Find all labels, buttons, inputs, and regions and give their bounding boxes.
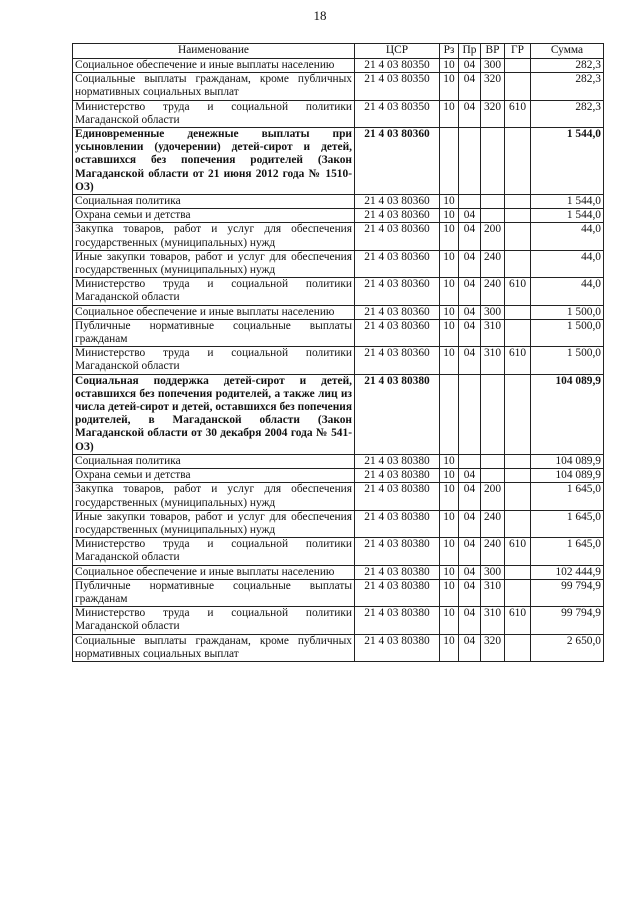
cell-gr: 610 [505, 347, 531, 374]
cell-gr: 610 [505, 278, 531, 305]
cell-name: Социальная политика [73, 454, 355, 468]
cell-name: Социальное обеспечение и иные выплаты населению [73, 565, 355, 579]
cell-name: Закупка товаров, работ и услуг для обеспечения государственных (муниципальных) нужд [73, 223, 355, 250]
cell-gr [505, 250, 531, 277]
cell-gr [505, 565, 531, 579]
cell-rz: 10 [440, 250, 459, 277]
cell-rz: 10 [440, 538, 459, 565]
cell-sum: 1 500,0 [531, 305, 604, 319]
cell-pr: 04 [459, 607, 481, 634]
cell-gr: 610 [505, 100, 531, 127]
cell-sum: 2 650,0 [531, 634, 604, 661]
cell-gr [505, 128, 531, 195]
cell-pr [459, 195, 481, 209]
table-row [73, 634, 604, 661]
cell-gr [505, 634, 531, 661]
cell-vr: 310 [481, 607, 505, 634]
cell-vr: 320 [481, 634, 505, 661]
cell-sum: 1 544,0 [531, 209, 604, 223]
cell-csr: 21 4 03 80380 [355, 483, 440, 510]
cell-vr: 300 [481, 59, 505, 73]
header-vr: ВР [481, 44, 505, 59]
cell-name: Министерство труда и социальной политики Магаданской области [73, 278, 355, 305]
cell-sum: 44,0 [531, 223, 604, 250]
cell-csr: 21 4 03 80360 [355, 195, 440, 209]
cell-csr: 21 4 03 80380 [355, 538, 440, 565]
table-row [73, 319, 604, 346]
cell-rz: 10 [440, 209, 459, 223]
header-name: Наименование [73, 44, 355, 59]
cell-csr: 21 4 03 80360 [355, 278, 440, 305]
table-row [73, 195, 604, 209]
table-row [73, 100, 604, 127]
cell-pr: 04 [459, 100, 481, 127]
cell-gr [505, 469, 531, 483]
cell-sum: 1 645,0 [531, 483, 604, 510]
table-row [73, 250, 604, 277]
cell-csr: 21 4 03 80380 [355, 374, 440, 454]
cell-vr [481, 454, 505, 468]
cell-vr: 320 [481, 100, 505, 127]
table-row [73, 579, 604, 606]
table-row [73, 223, 604, 250]
cell-sum: 104 089,9 [531, 374, 604, 454]
table-row [73, 469, 604, 483]
cell-pr: 04 [459, 579, 481, 606]
cell-vr: 310 [481, 579, 505, 606]
cell-name: Охрана семьи и детства [73, 469, 355, 483]
cell-gr [505, 305, 531, 319]
cell-rz: 10 [440, 469, 459, 483]
cell-sum: 1 544,0 [531, 195, 604, 209]
table-row [73, 510, 604, 537]
header-sum: Сумма [531, 44, 604, 59]
cell-csr: 21 4 03 80360 [355, 209, 440, 223]
cell-vr [481, 374, 505, 454]
cell-vr: 240 [481, 510, 505, 537]
cell-sum: 1 645,0 [531, 538, 604, 565]
cell-pr [459, 128, 481, 195]
cell-vr: 310 [481, 347, 505, 374]
cell-rz: 10 [440, 347, 459, 374]
table-row [73, 59, 604, 73]
table-row [73, 483, 604, 510]
cell-vr: 300 [481, 565, 505, 579]
cell-name: Закупка товаров, работ и услуг для обеспечения государственных (муниципальных) нужд [73, 483, 355, 510]
cell-sum: 44,0 [531, 250, 604, 277]
cell-gr: 610 [505, 607, 531, 634]
cell-pr [459, 374, 481, 454]
cell-csr: 21 4 03 80380 [355, 634, 440, 661]
cell-pr: 04 [459, 209, 481, 223]
table-row [73, 374, 604, 454]
cell-gr [505, 59, 531, 73]
cell-csr: 21 4 03 80380 [355, 565, 440, 579]
cell-pr: 04 [459, 538, 481, 565]
cell-pr: 04 [459, 565, 481, 579]
header-pr: Пр [459, 44, 481, 59]
cell-sum: 1 500,0 [531, 347, 604, 374]
table-body [73, 59, 604, 662]
cell-sum: 1 645,0 [531, 510, 604, 537]
cell-vr: 200 [481, 223, 505, 250]
cell-name: Публичные нормативные социальные выплаты гражданам [73, 579, 355, 606]
cell-csr: 21 4 03 80360 [355, 319, 440, 346]
cell-vr [481, 209, 505, 223]
cell-rz: 10 [440, 483, 459, 510]
cell-csr: 21 4 03 80380 [355, 510, 440, 537]
cell-rz: 10 [440, 454, 459, 468]
cell-vr [481, 469, 505, 483]
cell-pr: 04 [459, 73, 481, 100]
cell-rz: 10 [440, 565, 459, 579]
cell-rz: 10 [440, 223, 459, 250]
cell-vr [481, 195, 505, 209]
cell-pr: 04 [459, 278, 481, 305]
cell-vr: 200 [481, 483, 505, 510]
cell-csr: 21 4 03 80380 [355, 469, 440, 483]
cell-sum: 102 444,9 [531, 565, 604, 579]
cell-csr: 21 4 03 80350 [355, 100, 440, 127]
cell-name: Социальное обеспечение и иные выплаты населению [73, 59, 355, 73]
cell-csr: 21 4 03 80350 [355, 73, 440, 100]
cell-name: Министерство труда и социальной политики Магаданской области [73, 347, 355, 374]
header-rz: Рз [440, 44, 459, 59]
budget-table [72, 43, 604, 662]
cell-gr [505, 454, 531, 468]
cell-sum: 282,3 [531, 59, 604, 73]
cell-csr: 21 4 03 80360 [355, 305, 440, 319]
cell-gr [505, 510, 531, 537]
table-header-row [73, 44, 604, 59]
cell-rz: 10 [440, 579, 459, 606]
cell-sum: 99 794,9 [531, 579, 604, 606]
cell-vr: 240 [481, 538, 505, 565]
cell-gr [505, 223, 531, 250]
cell-sum: 1 500,0 [531, 319, 604, 346]
cell-rz: 10 [440, 607, 459, 634]
cell-pr: 04 [459, 305, 481, 319]
table-row [73, 607, 604, 634]
cell-rz [440, 128, 459, 195]
table-row [73, 209, 604, 223]
table-row [73, 347, 604, 374]
cell-vr: 310 [481, 319, 505, 346]
cell-name: Министерство труда и социальной политики Магаданской области [73, 100, 355, 127]
cell-pr: 04 [459, 319, 481, 346]
cell-name: Иные закупки товаров, работ и услуг для обеспечения государственных (муниципальных) нужд [73, 510, 355, 537]
cell-gr [505, 195, 531, 209]
table-row [73, 128, 604, 195]
table-row [73, 278, 604, 305]
cell-pr [459, 454, 481, 468]
cell-gr [505, 483, 531, 510]
cell-csr: 21 4 03 80360 [355, 223, 440, 250]
cell-name: Социальные выплаты гражданам, кроме публичных нормативных социальных выплат [73, 634, 355, 661]
cell-rz: 10 [440, 278, 459, 305]
cell-csr: 21 4 03 80350 [355, 59, 440, 73]
cell-csr: 21 4 03 80380 [355, 579, 440, 606]
cell-rz: 10 [440, 634, 459, 661]
cell-rz: 10 [440, 510, 459, 537]
cell-gr: 610 [505, 538, 531, 565]
table-row [73, 538, 604, 565]
cell-rz: 10 [440, 59, 459, 73]
cell-name: Министерство труда и социальной политики Магаданской области [73, 607, 355, 634]
cell-sum: 99 794,9 [531, 607, 604, 634]
cell-name: Единовременные денежные выплаты при усыновлении (удочерении) детей-сирот и детей, оставшихся без попечения родителей (Закон Магаданской области от 21 июня 2012 года № 1510-ОЗ) [73, 128, 355, 195]
table-row [73, 454, 604, 468]
cell-gr [505, 579, 531, 606]
cell-sum: 104 089,9 [531, 469, 604, 483]
cell-name: Социальные выплаты гражданам, кроме публичных нормативных социальных выплат [73, 73, 355, 100]
cell-rz: 10 [440, 319, 459, 346]
cell-sum: 282,3 [531, 73, 604, 100]
cell-vr: 240 [481, 250, 505, 277]
cell-name: Министерство труда и социальной политики Магаданской области [73, 538, 355, 565]
cell-csr: 21 4 03 80360 [355, 128, 440, 195]
cell-vr [481, 128, 505, 195]
cell-gr [505, 374, 531, 454]
cell-name: Иные закупки товаров, работ и услуг для обеспечения государственных (муниципальных) нужд [73, 250, 355, 277]
cell-name: Социальная поддержка детей-сирот и детей, оставшихся без попечения родителей, а также лиц из числа детей-сирот и детей, оставшихся без попечения родителей, в Магаданской области (Закон Магаданской области от 30 декабря 2004 года № 541-ОЗ) [73, 374, 355, 454]
cell-name: Охрана семьи и детства [73, 209, 355, 223]
cell-sum: 282,3 [531, 100, 604, 127]
header-csr: ЦСР [355, 44, 440, 59]
cell-sum: 44,0 [531, 278, 604, 305]
cell-sum: 104 089,9 [531, 454, 604, 468]
cell-rz [440, 374, 459, 454]
cell-pr: 04 [459, 634, 481, 661]
cell-name: Социальное обеспечение и иные выплаты населению [73, 305, 355, 319]
cell-rz: 10 [440, 305, 459, 319]
cell-rz: 10 [440, 195, 459, 209]
cell-rz: 10 [440, 100, 459, 127]
cell-gr [505, 73, 531, 100]
cell-pr: 04 [459, 223, 481, 250]
cell-sum: 1 544,0 [531, 128, 604, 195]
cell-vr: 320 [481, 73, 505, 100]
cell-pr: 04 [459, 510, 481, 537]
header-gr: ГР [505, 44, 531, 59]
cell-pr: 04 [459, 469, 481, 483]
cell-rz: 10 [440, 73, 459, 100]
cell-pr: 04 [459, 250, 481, 277]
cell-gr [505, 209, 531, 223]
cell-gr [505, 319, 531, 346]
table-row [73, 73, 604, 100]
cell-vr: 240 [481, 278, 505, 305]
cell-vr: 300 [481, 305, 505, 319]
cell-csr: 21 4 03 80360 [355, 347, 440, 374]
cell-pr: 04 [459, 59, 481, 73]
cell-csr: 21 4 03 80380 [355, 454, 440, 468]
cell-csr: 21 4 03 80360 [355, 250, 440, 277]
cell-name: Социальная политика [73, 195, 355, 209]
cell-pr: 04 [459, 347, 481, 374]
cell-csr: 21 4 03 80380 [355, 607, 440, 634]
table-row [73, 305, 604, 319]
table-row [73, 565, 604, 579]
cell-pr: 04 [459, 483, 481, 510]
cell-name: Публичные нормативные социальные выплаты гражданам [73, 319, 355, 346]
page-number: 18 [313, 8, 327, 23]
